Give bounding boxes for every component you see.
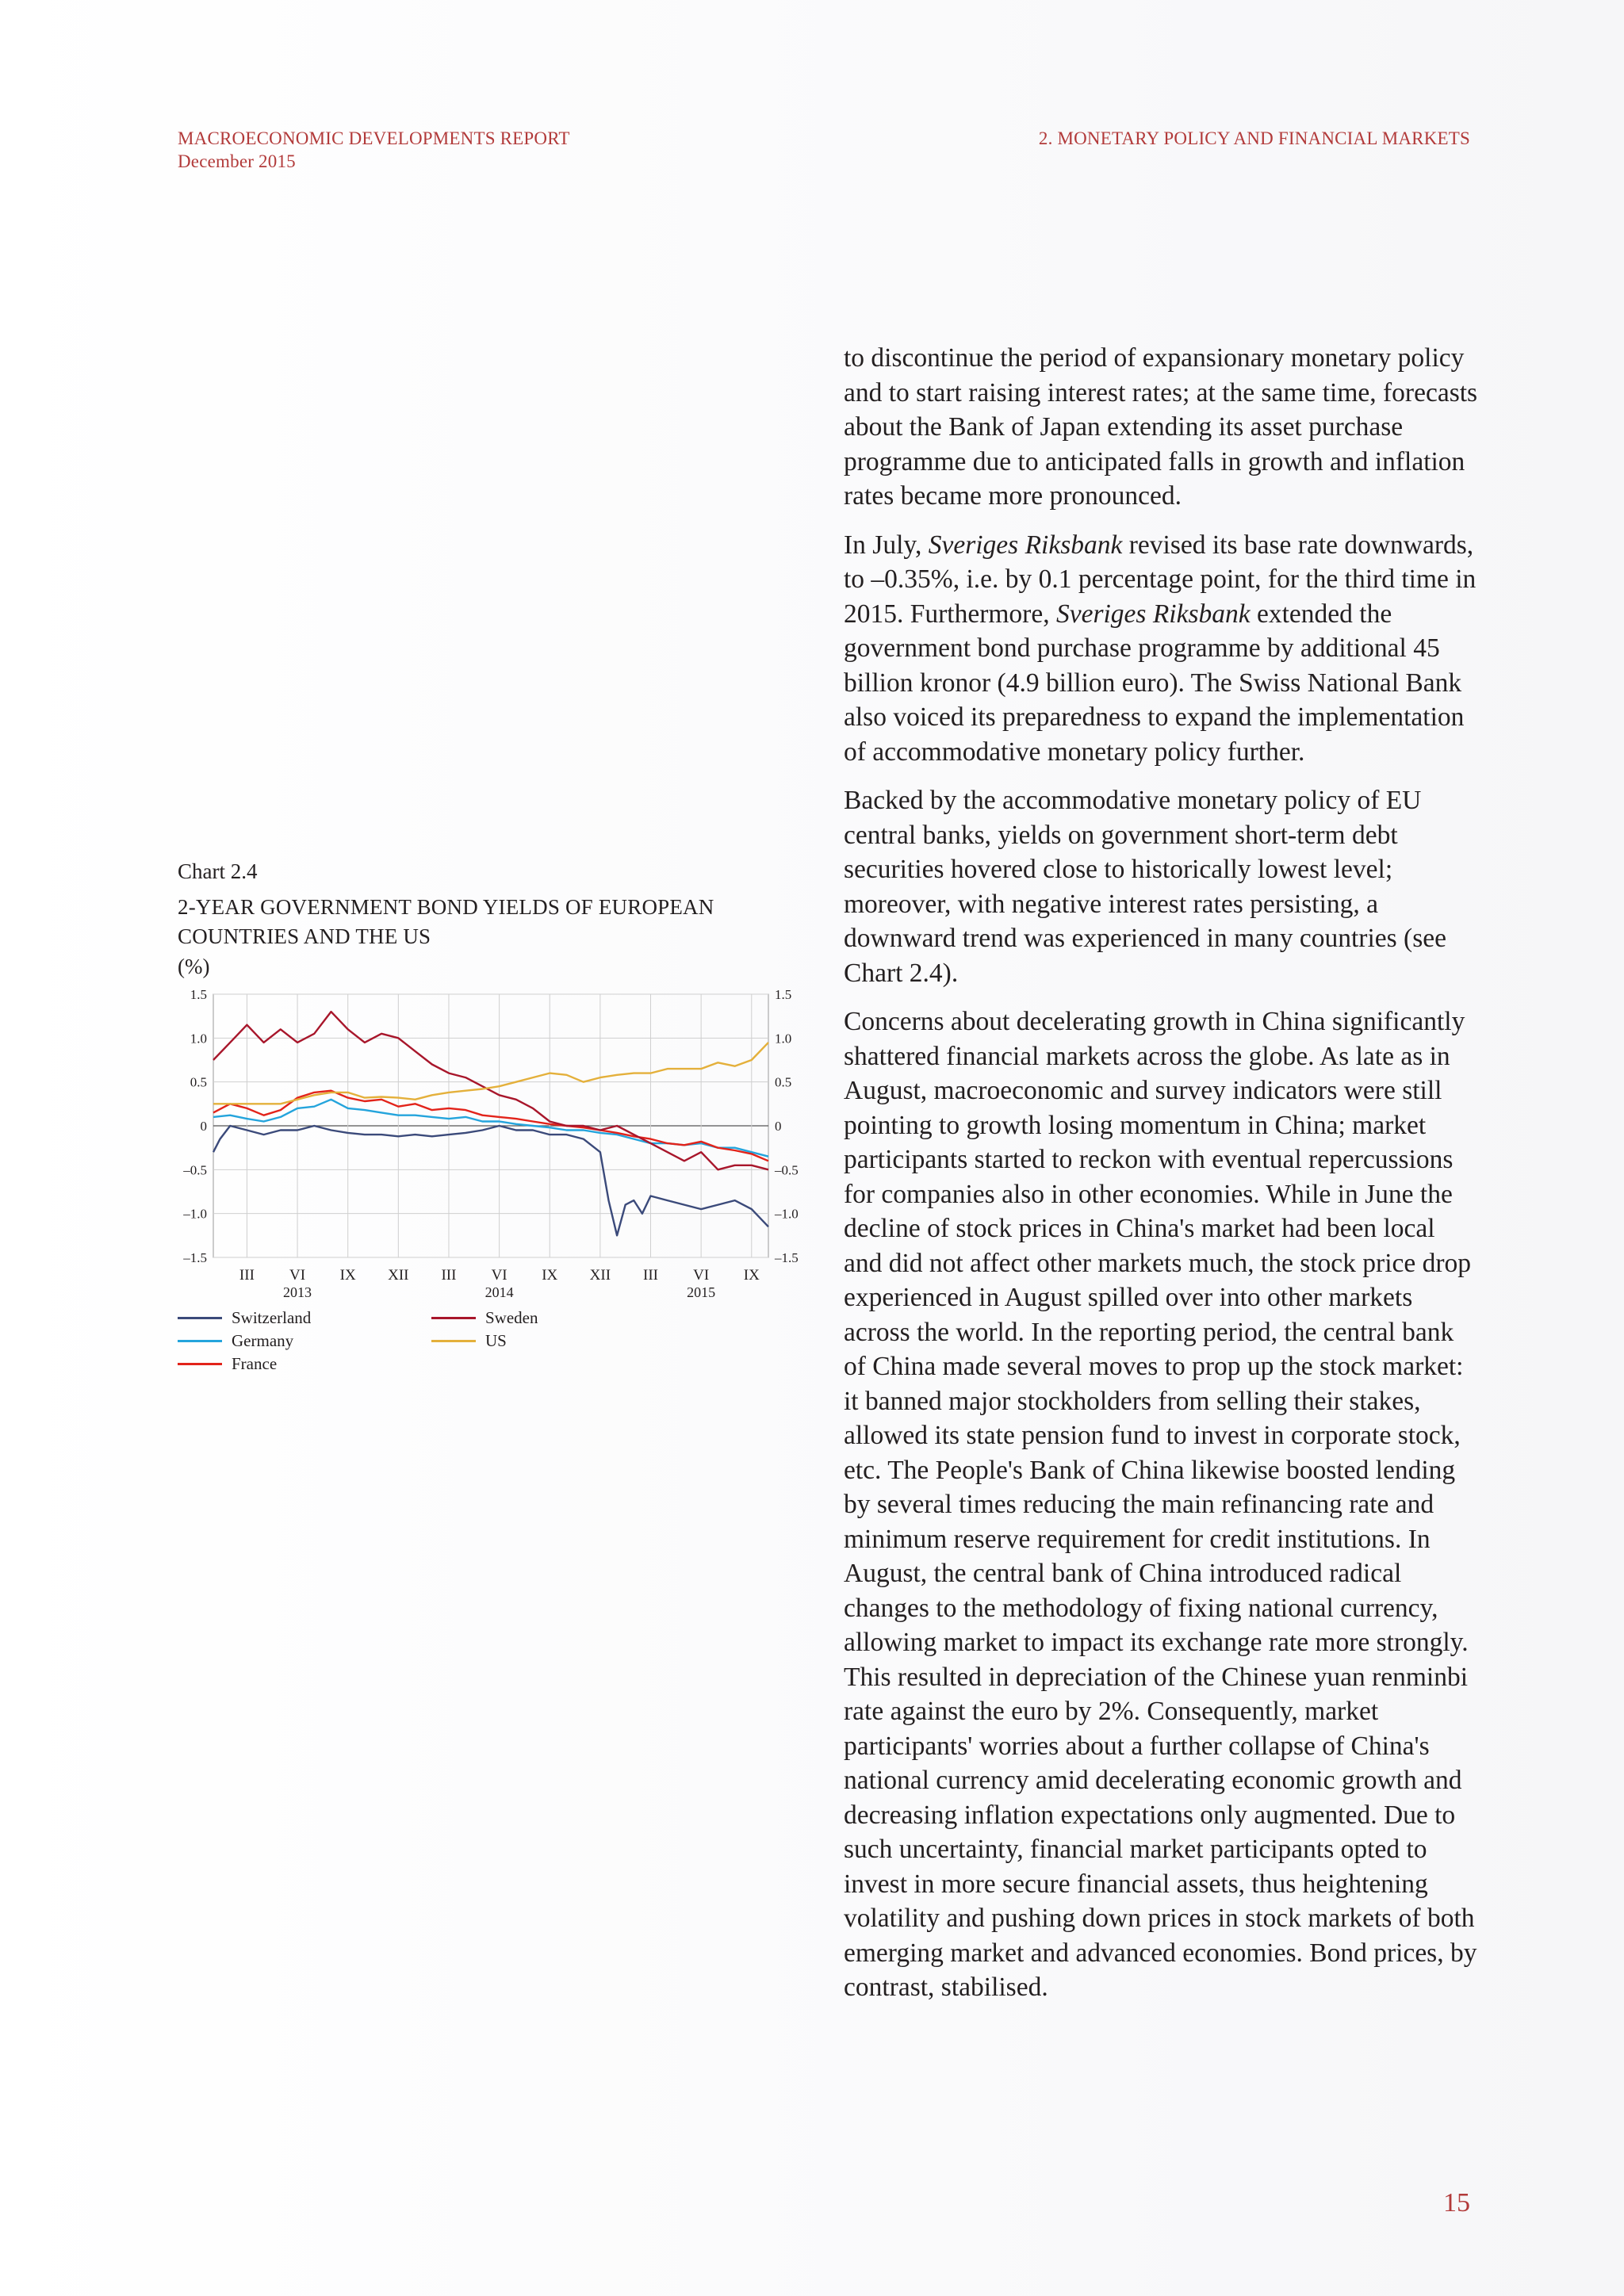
running-header-left bbox=[178, 127, 570, 173]
chart-label: Chart 2.4 bbox=[178, 859, 258, 883]
body-text-column bbox=[844, 341, 1478, 2019]
series-line-us bbox=[213, 1043, 768, 1104]
p2-italic-riksbank-1: Sveriges Riksbank bbox=[928, 530, 1123, 560]
y-tick-label-left: –1.5 bbox=[183, 1250, 207, 1265]
x-tick-label: III bbox=[441, 1267, 457, 1284]
legend-swatch-us bbox=[431, 1340, 476, 1342]
y-tick-label-left: 0.5 bbox=[190, 1074, 207, 1090]
legend-swatch-france bbox=[178, 1363, 222, 1365]
y-tick-label-right: –1.5 bbox=[775, 1250, 799, 1265]
paragraph-3: Backed by the accommodative monetary policy of EU central banks, yields on government short-term debt securities hovered close to historically lowest level; moreover, with negative interest rates persisting, a downward trend was experienced in many countries (see Chart 2.4). bbox=[844, 786, 1446, 988]
page-number: 15 bbox=[1443, 2188, 1470, 2218]
chart-title-line-2: COUNTRIES AND THE US bbox=[178, 924, 431, 948]
x-tick-label: XII bbox=[589, 1267, 611, 1284]
report-date: December 2015 bbox=[178, 151, 296, 171]
legend-label-germany: Germany bbox=[232, 1331, 294, 1350]
running-header-right: 2. MONETARY POLICY AND FINANCIAL MARKETS bbox=[1038, 128, 1470, 148]
x-year-label: 2014 bbox=[485, 1284, 514, 1300]
legend-item-switzerland bbox=[178, 1307, 311, 1330]
x-tick-label: IX bbox=[339, 1267, 356, 1284]
paragraph-2 bbox=[844, 528, 1478, 770]
p2-italic-riksbank-2: Sveriges Riksbank bbox=[1055, 599, 1251, 629]
chart-title-line-1: 2-YEAR GOVERNMENT BOND YIELDS OF EUROPEAN bbox=[178, 895, 714, 919]
p2-text-a: In July, bbox=[844, 530, 929, 560]
y-tick-label-right: 0.5 bbox=[775, 1074, 792, 1090]
x-tick-label: III bbox=[643, 1267, 659, 1284]
x-tick-label: XII bbox=[388, 1267, 409, 1284]
legend-label-france: France bbox=[232, 1354, 278, 1373]
legend-item-sweden bbox=[431, 1307, 538, 1330]
legend-item-us bbox=[431, 1330, 507, 1353]
chart-caption bbox=[178, 858, 812, 980]
x-tick-label: IX bbox=[743, 1267, 760, 1284]
y-tick-label-right: 1.5 bbox=[775, 987, 792, 1002]
y-tick-label-right: –1.0 bbox=[775, 1206, 799, 1222]
chart-unit: (%) bbox=[178, 955, 210, 978]
legend-item-france bbox=[178, 1353, 277, 1376]
x-tick-label: IX bbox=[542, 1267, 558, 1284]
y-tick-label-right: –0.5 bbox=[775, 1162, 799, 1178]
x-tick-label: VI bbox=[693, 1267, 710, 1284]
x-tick-label: VI bbox=[289, 1267, 306, 1284]
y-tick-label-left: 1.0 bbox=[190, 1031, 207, 1047]
paragraph-4: Concerns about decelerating growth in China significantly shattered financial markets across the globe. As late as in August, macroeconomic and survey indicators were still pointing to growth losing momentum in China; market participants started to reckon with eventual repercussions for companies also in other economies. While in June the decline of stock prices in China's market had been local and did not affect other markets much, the stock price drop experienced in August spilled over into other markets across the world. In the reporting period, the central bank of China made several moves to prop up the stock market: it banned major stockholders from selling their stakes, allowed its state pension fund to invest in corporate stock, etc. The People's Bank of China likewise boosted lending by several times reducing the main refinancing rate and minimum reserve requirement for credit institutions. In August, the central bank of China introduced radical changes to the methodology of fixing national currency, allowing market to impact its exchange rate more strongly. This resulted in depreciation of the Chinese yuan renminbi rate against the euro by 2%. Consequently, market participants' worries about a further collapse of China's national currency amid decelerating economic growth and decreasing inflation expectations only augmented. Due to such uncertainty, financial market participants opted to invest in more secure financial assets, thus heightening volatility and pushing down prices in stock markets of both emerging market and advanced economies. Bond prices, by contrast, stabilised. bbox=[844, 1007, 1477, 2002]
y-tick-label-left: –1.0 bbox=[183, 1206, 207, 1222]
legend-label-sweden: Sweden bbox=[485, 1308, 538, 1327]
x-tick-label: VI bbox=[491, 1267, 508, 1284]
p2-text-e: extended the government bond purchase programme by additional 45 billion kronor (4.9 billion euro). The Swiss National Bank also voiced its preparedness to expand the implementation of accommodative monetary policy further. bbox=[844, 599, 1465, 767]
y-tick-label-left: 0 bbox=[200, 1119, 207, 1134]
paragraph-1: to discontinue the period of expansionary monetary policy and to start raising interest rates; at the same time, forecasts about the Bank of Japan extending its asset purchase programme due to anticipated falls in growth and inflation rates became more pronounced. bbox=[844, 343, 1478, 511]
p2-text-c: revised its base rate downwards, to –0.35%, i.e. by 0.1 percentage point, for the third time in 2015. Furthermore, bbox=[844, 530, 1477, 629]
legend-swatch-sweden bbox=[431, 1317, 476, 1319]
x-year-label: 2015 bbox=[687, 1284, 716, 1300]
legend-swatch-germany bbox=[178, 1340, 222, 1342]
y-tick-label-right: 1.0 bbox=[775, 1031, 792, 1047]
legend-label-us: US bbox=[485, 1331, 507, 1350]
y-tick-label-left: –0.5 bbox=[183, 1162, 207, 1178]
legend-label-switzerland: Switzerland bbox=[232, 1308, 312, 1327]
legend-item-germany bbox=[178, 1330, 293, 1353]
yields-line-chart bbox=[178, 983, 812, 1300]
legend-swatch-switzerland bbox=[178, 1317, 222, 1319]
y-tick-label-left: 1.5 bbox=[190, 987, 207, 1002]
y-tick-label-right: 0 bbox=[775, 1119, 782, 1134]
x-year-label: 2013 bbox=[283, 1284, 312, 1300]
series-line-sweden bbox=[213, 1012, 768, 1169]
series-line-switzerland bbox=[213, 1126, 768, 1235]
x-tick-label: III bbox=[239, 1267, 255, 1284]
chart-title bbox=[178, 893, 812, 951]
report-title: MACROECONOMIC DEVELOPMENTS REPORT bbox=[178, 128, 570, 148]
